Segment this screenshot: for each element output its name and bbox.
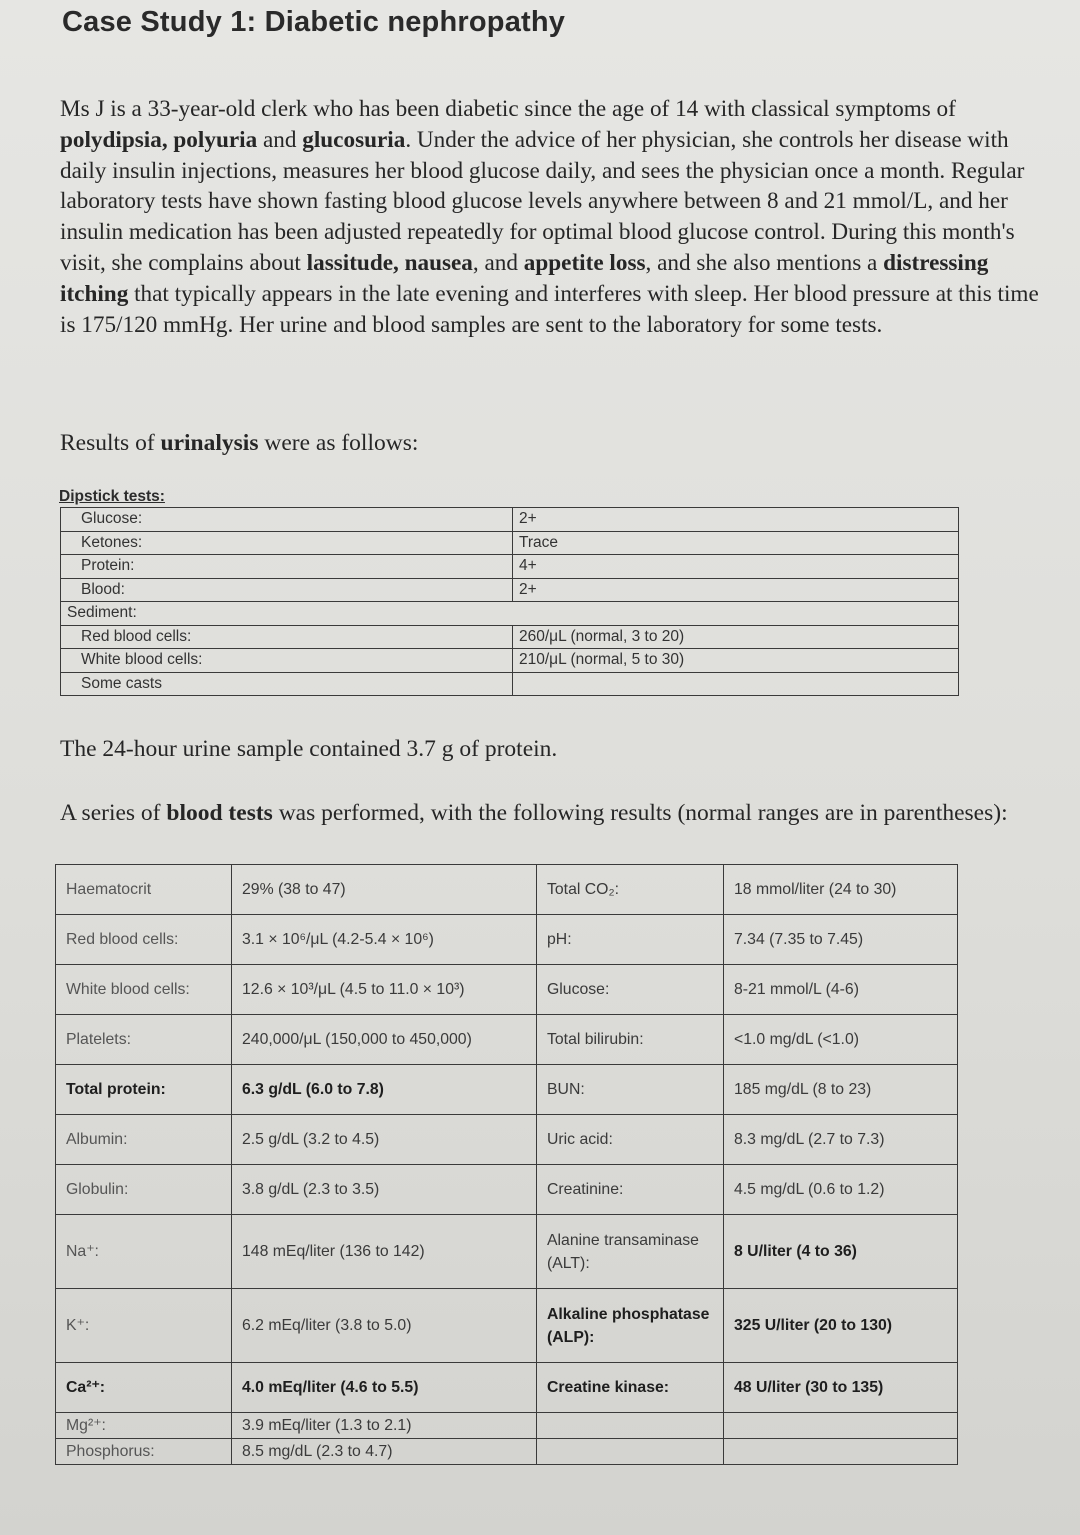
table-row (56, 1215, 958, 1289)
test-value: 4.5 mg/dL (0.6 to 1.2) (724, 1165, 958, 1215)
test-name: Total CO₂: (537, 865, 724, 915)
test-value: 2+ (513, 578, 959, 602)
table-row (56, 1289, 958, 1363)
test-value: 325 U/liter (20 to 130) (724, 1289, 958, 1363)
text-run: A series of (60, 800, 167, 826)
test-value: 3.8 g/dL (2.3 to 3.5) (232, 1165, 537, 1215)
test-name: Platelets: (56, 1015, 232, 1065)
test-name: Glucose: (537, 965, 724, 1015)
test-value: 8.3 mg/dL (2.7 to 7.3) (724, 1115, 958, 1165)
table-row (56, 1363, 958, 1413)
table-row (61, 649, 959, 673)
test-name: Uric acid: (537, 1115, 724, 1165)
text-run: was performed, with the following results (normal ranges are in parentheses): (272, 800, 1008, 826)
sediment-label: Sediment: (61, 602, 959, 626)
test-name: Red blood cells: (56, 915, 232, 965)
test-name: Some casts (61, 672, 513, 696)
test-value: Trace (513, 531, 959, 555)
test-name: BUN: (537, 1065, 724, 1115)
test-name: Total protein: (56, 1065, 232, 1115)
table-row (61, 672, 959, 696)
text-run: and (257, 126, 303, 153)
table-row (61, 531, 959, 555)
table-row (56, 865, 958, 915)
text-run: Results of (60, 430, 161, 456)
test-value: 3.1 × 10⁶/μL (4.2-5.4 × 10⁶) (232, 915, 537, 965)
page-title: Case Study 1: Diabetic nephropathy (62, 6, 566, 38)
test-name: White blood cells: (56, 965, 232, 1015)
test-name: Mg²⁺: (56, 1413, 232, 1439)
table-row (61, 602, 959, 626)
protein-statement: The 24-hour urine sample contained 3.7 g of protein. (60, 736, 558, 762)
test-value: 8.5 mg/dL (2.3 to 4.7) (232, 1439, 537, 1465)
test-value: 210/μL (normal, 5 to 30) (513, 649, 959, 673)
table-row (61, 555, 959, 579)
test-name: Glucose: (61, 508, 513, 532)
table-row (61, 625, 959, 649)
table-row (56, 915, 958, 965)
test-value: 18 mmol/liter (24 to 30) (724, 865, 958, 915)
table-row (56, 1015, 958, 1065)
test-value: 2+ (513, 508, 959, 532)
table-row (61, 578, 959, 602)
test-name (537, 1439, 724, 1465)
test-value: 6.3 g/dL (6.0 to 7.8) (232, 1065, 537, 1115)
test-value (724, 1413, 958, 1439)
bold-term: polydipsia, polyuria (60, 126, 258, 153)
test-value: 12.6 × 10³/μL (4.5 to 11.0 × 10³) (232, 965, 537, 1015)
bold-term: glucosuria (302, 126, 406, 153)
urinalysis-heading (60, 430, 418, 457)
test-name: White blood cells: (61, 649, 513, 673)
test-name: Alkaline phosphatase (ALP): (537, 1289, 724, 1363)
test-name: Creatine kinase: (537, 1363, 724, 1413)
test-name: Globulin: (56, 1165, 232, 1215)
test-value: 3.9 mEq/liter (1.3 to 2.1) (232, 1413, 537, 1439)
test-value: 6.2 mEq/liter (3.8 to 5.0) (232, 1289, 537, 1363)
table-row (61, 508, 959, 532)
test-value (724, 1439, 958, 1465)
case-description (60, 94, 1060, 340)
test-name: pH: (537, 915, 724, 965)
test-name: Na⁺: (56, 1215, 232, 1289)
dipstick-label: Dipstick tests: (59, 488, 165, 505)
test-name: Ketones: (61, 531, 513, 555)
test-name (537, 1413, 724, 1439)
table-row (56, 1165, 958, 1215)
test-value: 260/μL (normal, 3 to 20) (513, 625, 959, 649)
test-name: Ca²⁺: (56, 1363, 232, 1413)
test-name: Alanine transaminase (ALT): (537, 1215, 724, 1289)
test-value (513, 672, 959, 696)
test-value: 29% (38 to 47) (232, 865, 537, 915)
bold-term: appetite loss (523, 249, 646, 276)
table-row (56, 1115, 958, 1165)
bold-term: distressing itching (60, 249, 989, 307)
test-value: 7.34 (7.35 to 7.45) (724, 915, 958, 965)
test-name: Total bilirubin: (537, 1015, 724, 1065)
test-name: K⁺: (56, 1289, 232, 1363)
blood-tests-table (55, 864, 958, 1465)
test-value: <1.0 mg/dL (<1.0) (724, 1015, 958, 1065)
dipstick-table (60, 507, 959, 696)
test-value: 148 mEq/liter (136 to 142) (232, 1215, 537, 1289)
table-row (56, 1065, 958, 1115)
test-name: Haematocrit (56, 865, 232, 915)
test-value: 48 U/liter (30 to 135) (724, 1363, 958, 1413)
test-value: 185 mg/dL (8 to 23) (724, 1065, 958, 1115)
text-run: , and she also mentions a (645, 249, 884, 276)
test-value: 8 U/liter (4 to 36) (724, 1215, 958, 1289)
test-name: Creatinine: (537, 1165, 724, 1215)
bold-term: urinalysis (160, 430, 259, 456)
test-value: 4+ (513, 555, 959, 579)
bold-term: lassitude, nausea (306, 249, 473, 276)
text-run: that typically appears in the late evening and interferes with sleep. Her blood pressure at this time is 175/120 mmHg. Her urine and blood samples are sent to the laboratory for some tests. (60, 280, 1039, 338)
test-name: Albumin: (56, 1115, 232, 1165)
test-name: Phosphorus: (56, 1439, 232, 1465)
test-value: 8-21 mmol/L (4-6) (724, 965, 958, 1015)
table-row (56, 1413, 958, 1439)
test-name: Blood: (61, 578, 513, 602)
table-row (56, 965, 958, 1015)
test-name: Protein: (61, 555, 513, 579)
text-run: , and (472, 249, 524, 276)
test-value: 4.0 mEq/liter (4.6 to 5.5) (232, 1363, 537, 1413)
test-value: 2.5 g/dL (3.2 to 4.5) (232, 1115, 537, 1165)
blood-tests-heading (60, 798, 1040, 828)
text-run: Ms J is a 33-year-old clerk who has been diabetic since the age of 14 with classical symptoms of (60, 96, 956, 122)
text-run: were as follows: (258, 430, 419, 456)
bold-term: blood tests (166, 800, 273, 826)
table-row (56, 1439, 958, 1465)
test-value: 240,000/μL (150,000 to 450,000) (232, 1015, 537, 1065)
text-run: . Under the advice of her physician, she controls her disease with daily insulin injections, measures her blood glucose daily, and sees the physician once a month. Regular laboratory tests have shown fasting blood glucose levels anywhere between 8 and 21 mmol/L, and her insulin medication has been adjusted repeatedly for optimal blood glucose control. During this month's visit, she complains about (60, 126, 1025, 276)
test-name: Red blood cells: (61, 625, 513, 649)
